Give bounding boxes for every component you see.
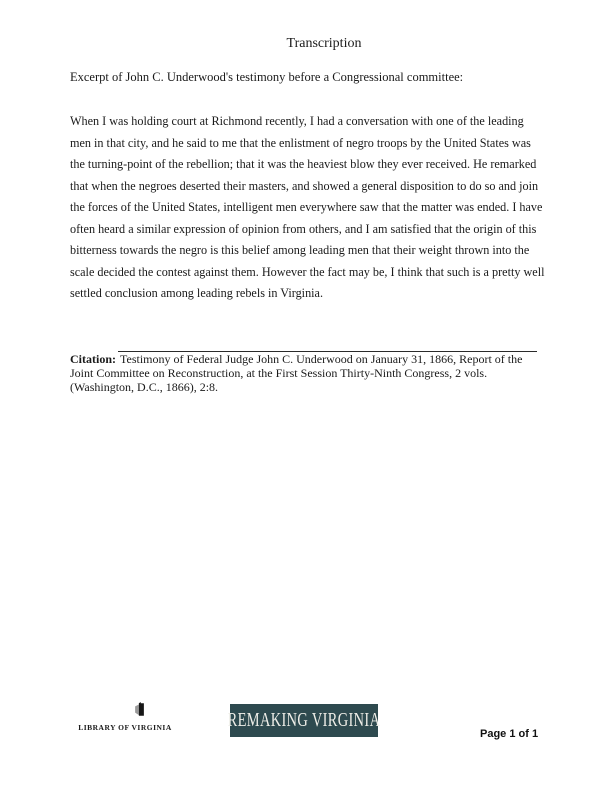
body-text-line: that when the negroes deserted their masters, and showed a general disposition to do so and join [70,178,539,193]
body-text-line: When I was holding court at Richmond recently, I had a conversation with one of the leading [70,114,524,128]
body-text-line: settled conclusion among leading rebels in Virginia. [70,286,324,300]
body-text-line: often heard a similar expression of opinion from others, and I am satisfied that the origin of this [70,221,537,236]
body-text-line: scale decided the contest against them. However the fact may be, I think that such is a pretty well [70,264,545,279]
page-indicator: Page 1 of 1 [480,728,539,740]
library-of-virginia-logo [78,702,172,732]
body-text-line: the forces of the United States, intelligent men everywhere saw that the matter was ended. I have [70,200,543,214]
library-logo-label: LIBRARY OF VIRGINIA [78,723,172,732]
citation-rule [118,351,537,352]
banner-label: REMAKING VIRGINIA [227,709,381,731]
body-text-line: the turning-point of the rebellion; that it was the heaviest blow they ever received. He remarked [70,157,537,171]
citation-line [70,352,560,366]
body-paragraph [70,111,590,305]
citation-line: Joint Committee on Reconstruction, at the First Session Thirty-Ninth Congress, 2 vols. [70,366,488,380]
excerpt-heading: Excerpt of John C. Underwood's testimony before a Congressional committee: [70,70,464,84]
open-book-icon [133,702,146,717]
citation-line: (Washington, D.C., 1866), 2:8. [70,380,219,394]
citation-section [70,352,560,394]
citation-text: Testimony of Federal Judge John C. Underwood on January 31, 1866, Report of the [120,352,523,366]
citation-label: Citation: [70,352,116,366]
body-text-line: bitterness towards the negro is this belief among leading men that their weight thrown into the [70,243,530,257]
body-text-line: men in that city, and he said to me that the enlistment of negro troops by the United States was [70,135,531,150]
page-title: Transcription [286,36,362,51]
remaking-virginia-banner [227,704,381,737]
